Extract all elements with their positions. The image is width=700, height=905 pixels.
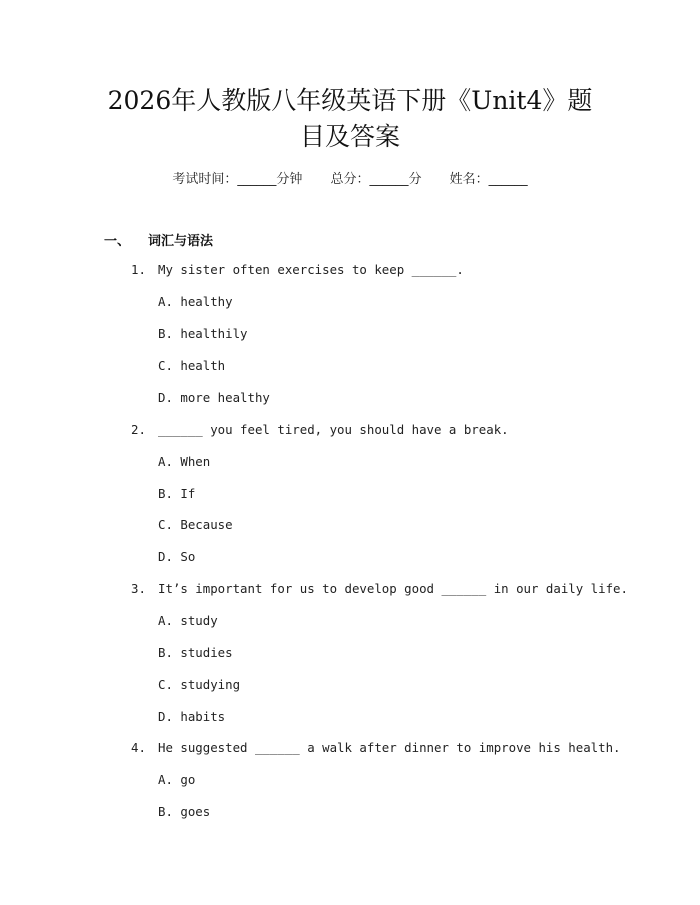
question-number: 4. xyxy=(131,740,146,755)
answer-option: A. healthy xyxy=(158,294,233,309)
question-number: 3. xyxy=(131,581,146,596)
answer-option: B. studies xyxy=(158,645,233,660)
section-title: 词汇与语法 xyxy=(148,234,214,249)
question xyxy=(131,581,628,596)
answer-option: C. Because xyxy=(158,517,233,532)
question xyxy=(131,262,464,277)
question-number: 1. xyxy=(131,262,146,277)
answer-option: B. healthily xyxy=(158,326,248,341)
document-title-line-1: 2026年人教版八年级英语下册《Unit4》题 xyxy=(107,86,593,115)
answer-option: C. health xyxy=(158,358,226,373)
section-number: 一、 xyxy=(104,234,131,249)
answer-option: A. study xyxy=(158,613,218,628)
question-text: My sister often exercises to keep ______. xyxy=(158,262,464,277)
question-text: It’s important for us to develop good ______ in our daily life. xyxy=(158,581,628,596)
question xyxy=(131,422,509,437)
question-text: He suggested ______ a walk after dinner to improve his health. xyxy=(158,740,621,755)
answer-option: B. If xyxy=(158,486,196,501)
question-number: 2. xyxy=(131,422,146,437)
answer-option: A. When xyxy=(158,454,211,469)
answer-option: D. more healthy xyxy=(158,390,270,405)
total-score: 总分：______分 xyxy=(330,172,422,187)
answer-option: D. So xyxy=(158,549,196,564)
answer-option: C. studying xyxy=(158,677,241,692)
section-heading xyxy=(104,230,213,249)
document-title-line-2: 目及答案 xyxy=(299,122,400,151)
answer-option: B. goes xyxy=(158,804,211,819)
student-name: 姓名：______ xyxy=(449,172,528,187)
answer-option: A. go xyxy=(158,772,196,787)
question-text: ______ you feel tired, you should have a break. xyxy=(158,422,509,437)
question xyxy=(131,740,621,755)
exam-time: 考试时间：______分钟 xyxy=(172,172,303,187)
answer-option: D. habits xyxy=(158,709,226,724)
exam-meta xyxy=(0,168,700,187)
